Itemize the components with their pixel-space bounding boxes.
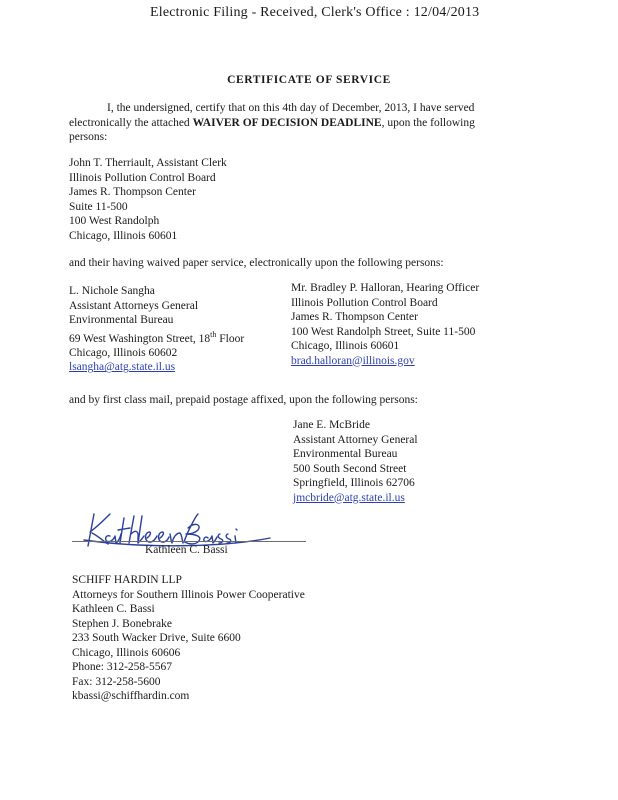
address-line: Mr. Bradley P. Halloran, Hearing Officer: [291, 282, 480, 294]
document-title: CERTIFICATE OF SERVICE: [227, 74, 391, 86]
signer-printed-name: Kathleen C. Bassi: [145, 544, 228, 556]
sangha-email-link[interactable]: lsangha@atg.state.il.us: [69, 361, 176, 374]
recipient-title: Assistant Attorneys General: [69, 299, 199, 312]
recipient-city: Chicago, Illinois 60602: [69, 346, 178, 359]
firm-signature-block: [72, 573, 305, 704]
address-line: Springfield, Illinois 62706: [293, 477, 415, 489]
firm-line: Attorneys for Southern Illinois Power Cooperative: [72, 588, 305, 601]
street-text: 69 West Washington Street, 18: [69, 332, 211, 345]
address-line: 500 South Second Street: [293, 462, 407, 475]
firm-phone: Phone: 312-258-5567: [72, 661, 172, 673]
recipient-name: L. Nichole Sangha: [69, 285, 155, 297]
certification-paragraph: [69, 101, 479, 145]
address-line: Suite 11-500: [69, 200, 128, 213]
street-tail: Floor: [216, 332, 245, 345]
certification-text-end: , upon the following persons:: [69, 116, 475, 143]
address-line: John T. Therriault, Assistant Clerk: [69, 157, 227, 169]
address-line: Assistant Attorney General: [293, 433, 418, 446]
address-line: Illinois Pollution Control Board: [69, 171, 216, 184]
street-ordinal: th: [210, 329, 217, 339]
address-line: Illinois Pollution Control Board: [291, 296, 438, 309]
address-line: 100 West Randolph: [69, 215, 160, 227]
halloran-address-block: [291, 281, 479, 368]
firm-line: Kathleen C. Bassi: [72, 603, 155, 615]
sangha-address-block: [69, 284, 244, 375]
recipient-street: [69, 328, 244, 346]
mcbride-address-block: [293, 418, 418, 505]
signature-line: [72, 541, 306, 542]
certification-text: I, the undersigned, certify that on this 4th day of December, 2013, I have served electronically the attached: [69, 102, 475, 129]
document-name: WAIVER OF DECISION DEADLINE: [192, 116, 382, 129]
filing-stamp-header: Electronic Filing - Received, Clerk's Office : 12/04/2013: [150, 5, 480, 20]
recipient-bureau: Environmental Bureau: [69, 314, 174, 326]
firm-line: Chicago, Illinois 60606: [72, 646, 181, 659]
electronic-service-intro: and their having waived paper service, electronically upon the following persons:: [69, 257, 444, 269]
mail-service-intro: and by first class mail, prepaid postage affixed, upon the following persons:: [69, 394, 418, 406]
firm-fax: Fax: 312-258-5600: [72, 675, 161, 688]
halloran-email-link[interactable]: brad.halloran@illinois.gov: [291, 354, 415, 367]
address-line: Jane E. McBride: [293, 419, 370, 431]
address-line: James R. Thompson Center: [291, 311, 418, 323]
clerk-address-block: [69, 156, 227, 243]
address-line: Chicago, Illinois 60601: [291, 340, 400, 352]
firm-line: Stephen J. Bonebrake: [72, 617, 172, 630]
address-line: 100 West Randolph Street, Suite 11-500: [291, 325, 476, 338]
firm-name: SCHIFF HARDIN LLP: [72, 574, 182, 586]
address-line: Environmental Bureau: [293, 448, 398, 460]
firm-line: 233 South Wacker Drive, Suite 6600: [72, 632, 241, 644]
address-line: Chicago, Illinois 60601: [69, 229, 178, 242]
address-line: James R. Thompson Center: [69, 186, 196, 198]
mcbride-email-link[interactable]: jmcbride@atg.state.il.us: [293, 491, 405, 504]
firm-email[interactable]: kbassi@schiffhardin.com: [72, 690, 190, 702]
